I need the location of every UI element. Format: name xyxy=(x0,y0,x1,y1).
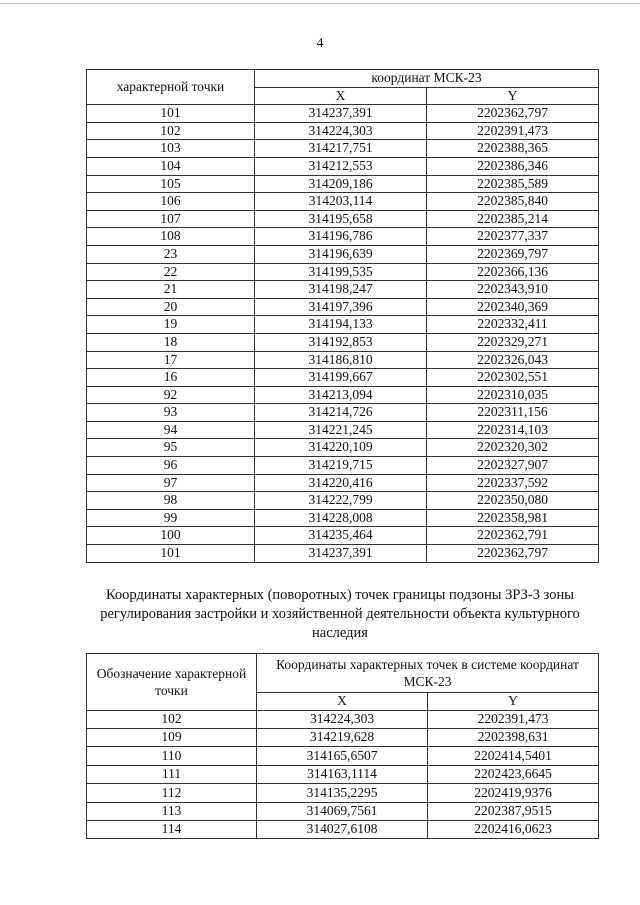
x-coordinate-cell: 314197,396 xyxy=(255,298,427,316)
x-coordinate-cell: 314199,667 xyxy=(255,369,427,387)
point-id-cell: 109 xyxy=(87,728,257,746)
table-row xyxy=(87,728,599,746)
point-id-cell: 110 xyxy=(87,747,257,765)
y-coordinate-cell: 2202362,791 xyxy=(427,527,599,545)
y-coordinate-cell: 2202340,369 xyxy=(427,298,599,316)
table-row xyxy=(87,474,599,492)
header-coordinates: координат МСК-23 xyxy=(255,70,599,88)
point-id-cell: 101 xyxy=(87,545,255,563)
table-row xyxy=(87,140,599,158)
y-coordinate-cell: 2202350,080 xyxy=(427,492,599,510)
y-coordinate-cell: 2202388,365 xyxy=(427,140,599,158)
table-row xyxy=(87,710,599,728)
point-id-cell: 92 xyxy=(87,386,255,404)
point-id-cell: 107 xyxy=(87,210,255,228)
table-row xyxy=(87,122,599,140)
x-coordinate-cell: 314069,7561 xyxy=(257,802,428,820)
point-id-cell: 98 xyxy=(87,492,255,510)
table-row xyxy=(87,333,599,351)
table-row xyxy=(87,175,599,193)
table-row xyxy=(87,281,599,299)
table-row xyxy=(87,765,599,783)
x-coordinate-cell: 314235,464 xyxy=(255,527,427,545)
table-row xyxy=(87,545,599,563)
table-row xyxy=(87,820,599,838)
point-id-cell: 113 xyxy=(87,802,257,820)
y-coordinate-cell: 2202369,797 xyxy=(427,245,599,263)
header-x: X xyxy=(255,87,427,105)
x-coordinate-cell: 314209,186 xyxy=(255,175,427,193)
table-row xyxy=(87,210,599,228)
x-coordinate-cell: 314213,094 xyxy=(255,386,427,404)
x-coordinate-cell: 314214,726 xyxy=(255,404,427,422)
x-coordinate-cell: 314224,303 xyxy=(257,710,428,728)
point-id-cell: 93 xyxy=(87,404,255,422)
y-coordinate-cell: 2202329,271 xyxy=(427,333,599,351)
y-coordinate-cell: 2202314,103 xyxy=(427,421,599,439)
x-coordinate-cell: 314195,658 xyxy=(255,210,427,228)
y-coordinate-cell: 2202343,910 xyxy=(427,281,599,299)
y-coordinate-cell: 2202419,9376 xyxy=(428,784,599,802)
point-id-cell: 97 xyxy=(87,474,255,492)
y-coordinate-cell: 2202366,136 xyxy=(427,263,599,281)
y-coordinate-cell: 2202310,035 xyxy=(427,386,599,404)
x-coordinate-cell: 314217,751 xyxy=(255,140,427,158)
header-point-designation: Обозначение характерной точки xyxy=(87,654,257,711)
x-coordinate-cell: 314222,799 xyxy=(255,492,427,510)
point-id-cell: 102 xyxy=(87,122,255,140)
table-row xyxy=(87,527,599,545)
x-coordinate-cell: 314228,008 xyxy=(255,509,427,527)
point-id-cell: 112 xyxy=(87,784,257,802)
header-point-designation: характерной точки xyxy=(87,70,255,105)
y-coordinate-cell: 2202362,797 xyxy=(427,105,599,123)
y-coordinate-cell: 2202385,589 xyxy=(427,175,599,193)
point-id-cell: 106 xyxy=(87,193,255,211)
header-x: X xyxy=(257,693,428,711)
table-row xyxy=(87,316,599,334)
point-id-cell: 114 xyxy=(87,820,257,838)
point-id-cell: 101 xyxy=(87,105,255,123)
table-row xyxy=(87,439,599,457)
x-coordinate-cell: 314192,853 xyxy=(255,333,427,351)
y-coordinate-cell: 2202327,907 xyxy=(427,457,599,475)
table-row xyxy=(87,298,599,316)
table-row xyxy=(87,228,599,246)
y-coordinate-cell: 2202416,0623 xyxy=(428,820,599,838)
x-coordinate-cell: 314186,810 xyxy=(255,351,427,369)
table-row xyxy=(87,747,599,765)
table-row xyxy=(87,245,599,263)
x-coordinate-cell: 314027,6108 xyxy=(257,820,428,838)
coordinates-table-1 xyxy=(86,69,599,563)
x-coordinate-cell: 314163,1114 xyxy=(257,765,428,783)
x-coordinate-cell: 314219,628 xyxy=(257,728,428,746)
point-id-cell: 18 xyxy=(87,333,255,351)
y-coordinate-cell: 2202385,214 xyxy=(427,210,599,228)
x-coordinate-cell: 314219,715 xyxy=(255,457,427,475)
x-coordinate-cell: 314198,247 xyxy=(255,281,427,299)
table-row xyxy=(87,351,599,369)
y-coordinate-cell: 2202302,551 xyxy=(427,369,599,387)
page-number: 4 xyxy=(316,36,324,51)
y-coordinate-cell: 2202326,043 xyxy=(427,351,599,369)
point-id-cell: 94 xyxy=(87,421,255,439)
page-top-edge xyxy=(0,3,640,4)
y-coordinate-cell: 2202332,411 xyxy=(427,316,599,334)
x-coordinate-cell: 314199,535 xyxy=(255,263,427,281)
table-row xyxy=(87,105,599,123)
x-coordinate-cell: 314196,786 xyxy=(255,228,427,246)
table-row xyxy=(87,492,599,510)
table-row xyxy=(87,802,599,820)
x-coordinate-cell: 314212,553 xyxy=(255,157,427,175)
header-y: Y xyxy=(428,693,599,711)
x-coordinate-cell: 314135,2295 xyxy=(257,784,428,802)
point-id-cell: 19 xyxy=(87,316,255,334)
y-coordinate-cell: 2202386,346 xyxy=(427,157,599,175)
point-id-cell: 111 xyxy=(87,765,257,783)
table-row xyxy=(87,193,599,211)
y-coordinate-cell: 2202362,797 xyxy=(427,545,599,563)
y-coordinate-cell: 2202387,9515 xyxy=(428,802,599,820)
table-row xyxy=(87,157,599,175)
x-coordinate-cell: 314196,639 xyxy=(255,245,427,263)
y-coordinate-cell: 2202414,5401 xyxy=(428,747,599,765)
point-id-cell: 104 xyxy=(87,157,255,175)
point-id-cell: 20 xyxy=(87,298,255,316)
x-coordinate-cell: 314194,133 xyxy=(255,316,427,334)
point-id-cell: 102 xyxy=(87,710,257,728)
point-id-cell: 21 xyxy=(87,281,255,299)
y-coordinate-cell: 2202337,592 xyxy=(427,474,599,492)
point-id-cell: 17 xyxy=(87,351,255,369)
x-coordinate-cell: 314220,109 xyxy=(255,439,427,457)
x-coordinate-cell: 314221,245 xyxy=(255,421,427,439)
point-id-cell: 95 xyxy=(87,439,255,457)
y-coordinate-cell: 2202423,6645 xyxy=(428,765,599,783)
table-row xyxy=(87,457,599,475)
table-row xyxy=(87,509,599,527)
x-coordinate-cell: 314224,303 xyxy=(255,122,427,140)
table-row xyxy=(87,404,599,422)
point-id-cell: 108 xyxy=(87,228,255,246)
y-coordinate-cell: 2202377,337 xyxy=(427,228,599,246)
header-y: Y xyxy=(427,87,599,105)
point-id-cell: 105 xyxy=(87,175,255,193)
y-coordinate-cell: 2202358,981 xyxy=(427,509,599,527)
y-coordinate-cell: 2202320,302 xyxy=(427,439,599,457)
x-coordinate-cell: 314203,114 xyxy=(255,193,427,211)
point-id-cell: 16 xyxy=(87,369,255,387)
table-row xyxy=(87,369,599,387)
y-coordinate-cell: 2202385,840 xyxy=(427,193,599,211)
table-row xyxy=(87,784,599,802)
table-row xyxy=(87,421,599,439)
x-coordinate-cell: 314165,6507 xyxy=(257,747,428,765)
table-caption: Координаты характерных (поворотных) точек границы подзоны ЗРЗ-3 зоны регулирования застройки и хозяйственной деятельности объекта культурного наследия xyxy=(100,587,580,641)
point-id-cell: 100 xyxy=(87,527,255,545)
point-id-cell: 23 xyxy=(87,245,255,263)
point-id-cell: 22 xyxy=(87,263,255,281)
table-row xyxy=(87,263,599,281)
y-coordinate-cell: 2202311,156 xyxy=(427,404,599,422)
y-coordinate-cell: 2202391,473 xyxy=(427,122,599,140)
y-coordinate-cell: 2202398,631 xyxy=(428,728,599,746)
point-id-cell: 99 xyxy=(87,509,255,527)
coordinates-table-2 xyxy=(86,653,599,839)
header-coordinates: Координаты характерных точек в системе координат МСК-23 xyxy=(257,654,599,693)
x-coordinate-cell: 314237,391 xyxy=(255,545,427,563)
table-row xyxy=(87,386,599,404)
point-id-cell: 103 xyxy=(87,140,255,158)
y-coordinate-cell: 2202391,473 xyxy=(428,710,599,728)
x-coordinate-cell: 314237,391 xyxy=(255,105,427,123)
point-id-cell: 96 xyxy=(87,457,255,475)
x-coordinate-cell: 314220,416 xyxy=(255,474,427,492)
